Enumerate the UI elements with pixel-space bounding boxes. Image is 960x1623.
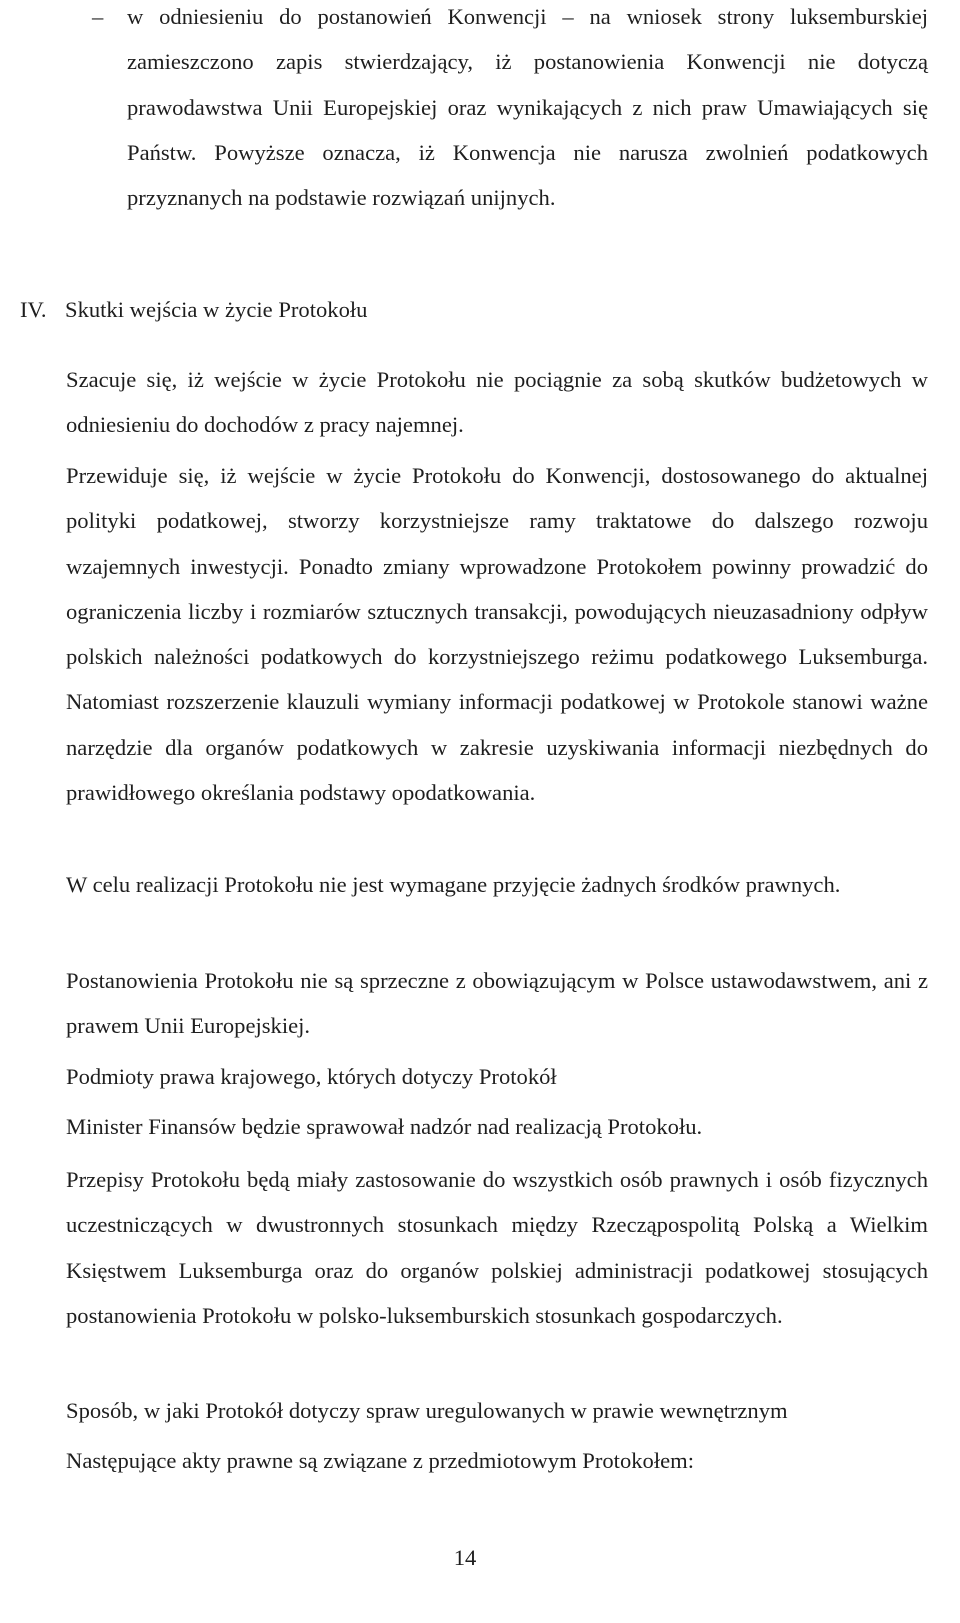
paragraph-related-acts: Następujące akty prawne są związane z przedmiotowym Protokołem: xyxy=(66,1448,695,1473)
page-number: 14 xyxy=(453,1545,477,1570)
dash-item-text: w odniesieniu do postanowień Konwencji – na wniosek strony luksemburskiej zamieszczono zapis stwierdzający, iż postanowienia Konwencji nie dotyczą prawodawstwa Unii Europejskiej oraz wynikających z nich praw Umawiających się Państw. Powyższe oznacza, iż Konwencja nie narusza zwolnień podatkowych przyznanych na podstawie rozwiązań unijnych. xyxy=(127,4,928,211)
paragraph-budget-effects: Szacuje się, iż wejście w życie Protokołu nie pociągnie za sobą skutków budżetowych w odniesieniu do dochodów z pracy najemnej. xyxy=(66,367,928,438)
section-heading xyxy=(20,294,920,326)
paragraph-legal-measures: W celu realizacji Protokołu nie jest wymagane przyjęcie żadnych środków prawnych. xyxy=(66,872,841,897)
section-number: IV. xyxy=(20,297,47,322)
paragraph-subjects-heading: Podmioty prawa krajowego, których dotyczy Protokół xyxy=(66,1064,557,1089)
paragraph-application: Przepisy Protokołu będą miały zastosowanie do wszystkich osób prawnych i osób fizycznych uczestniczących w dwustronnych stosunkach między Rzecząpospolitą Polską a Wielkim Księstwem Luksemburga oraz do organów polskiej administracji podatkowej stosujących postanowienia Protokołu w polsko-luksemburskich stosunkach gospodarczych. xyxy=(66,1167,928,1328)
paragraph-expected-effects: Przewiduje się, iż wejście w życie Protokołu do Konwencji, dostosowanego do aktualnej polityki podatkowej, stworzy korzystniejsze ramy traktatowe do dalszego rozwoju wzajemnych inwestycji. Ponadto zmiany wprowadzone Protokołem powinny prowadzić do ograniczenia liczby i rozmiarów sztucznych transakcji, powodujących nieuzasadniony odpływ polskich należności podatkowych do korzystniejszego reżimu podatkowego Luksemburga. Natomiast rozszerzenie klauzuli wymiany informacji podatkowej w Protokole stanowi ważne narzędzie dla organów podatkowych w zakresie uzyskiwania informacji niezbędnych do prawidłowego określania podstawy opodatkowania. xyxy=(66,463,928,806)
paragraph-compliance: Postanowienia Protokołu nie są sprzeczne z obowiązującym w Polsce ustawodawstwem, ani z prawem Unii Europejskiej. xyxy=(66,968,928,1039)
section-title: Skutki wejścia w życie Protokołu xyxy=(65,297,368,322)
dash-list-item xyxy=(92,0,928,220)
dash-marker: – xyxy=(92,4,104,29)
paragraph-supervision: Minister Finansów będzie sprawował nadzór nad realizacją Protokołu. xyxy=(66,1114,703,1139)
paragraph-domestic-law-heading: Sposób, w jaki Protokół dotyczy spraw uregulowanych w prawie wewnętrznym xyxy=(66,1398,788,1423)
